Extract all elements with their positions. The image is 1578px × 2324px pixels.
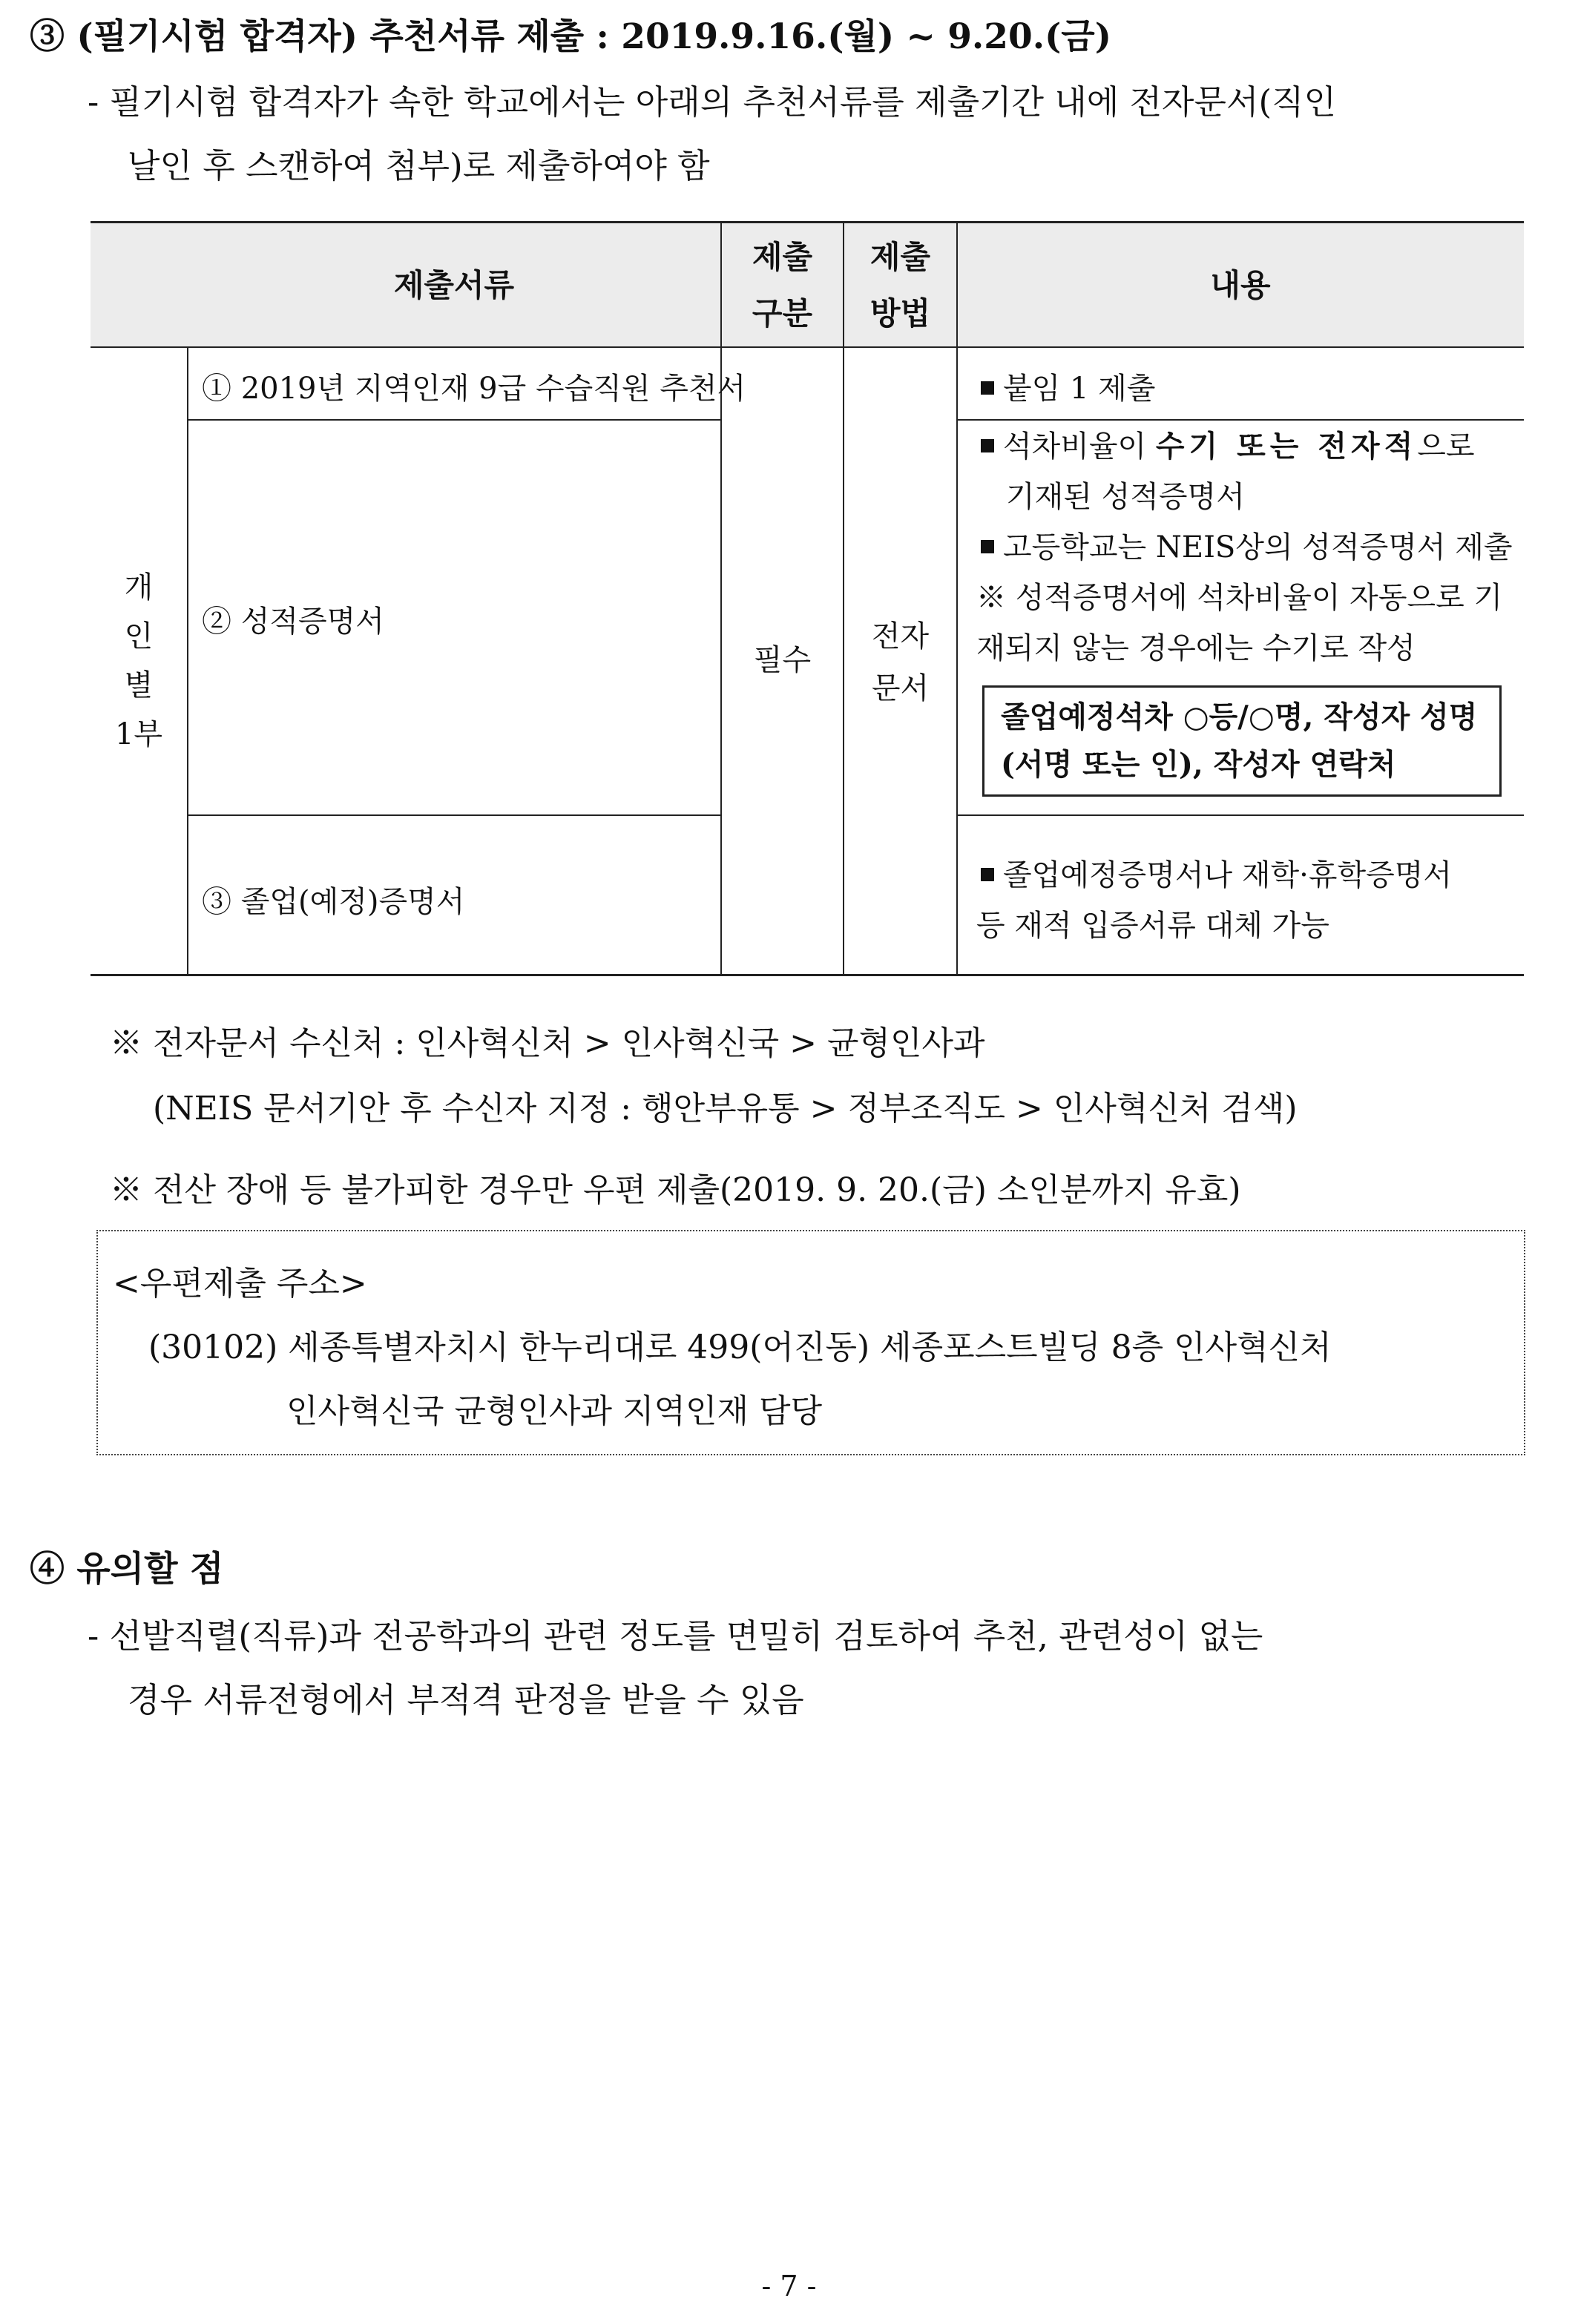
square-bullet-icon	[981, 381, 994, 395]
postal-box-title: <우편제출 주소>	[113, 1265, 367, 1303]
postal-box-line2: 인사혁신국 균형인사과 지역인재 담당	[286, 1392, 823, 1430]
table-header-border	[91, 346, 1524, 348]
header-category-line1: 제출	[752, 239, 813, 275]
row1-content: 붙임 1 제출	[981, 365, 1155, 407]
method-value-line2: 문서	[871, 671, 930, 705]
section-4-line1: - 선발직렬(직류)과 전공학과의 관련 정도를 면밀히 검토하여 추천, 관련성이 없는	[88, 1616, 1263, 1656]
group-label-3: 별	[124, 668, 154, 702]
row3-content-line2: 등 재적 입증서류 대체 가능	[976, 909, 1329, 943]
group-label-1: 개	[124, 570, 154, 605]
page-number: - 7 -	[761, 2270, 817, 2302]
header-documents: 제출서류	[393, 267, 515, 303]
row2-document: ② 성적증명서	[202, 605, 384, 639]
header-method-line2: 방법	[869, 295, 931, 332]
group-label-2: 인	[124, 619, 154, 654]
row1-document: ① 2019년 지역인재 9급 수습직원 추천서	[202, 372, 746, 406]
section-4-heading	[30, 1541, 223, 1591]
section-4-title: 유의할 점	[76, 1549, 224, 1590]
section-3-intro-line2: 날인 후 스캔하여 첨부)로 제출하여야 함	[128, 146, 710, 185]
square-bullet-icon	[981, 540, 994, 553]
row1-divider-right	[957, 419, 1524, 421]
section-4-line2: 경우 서류전형에서 부적격 판정을 받을 수 있음	[128, 1680, 804, 1719]
row2-divider-right	[957, 814, 1524, 816]
section-3-number: ③	[30, 16, 65, 57]
row1-divider-left	[187, 419, 721, 421]
header-method-line1: 제출	[869, 239, 931, 275]
table-top-border	[91, 221, 1524, 223]
section-3-heading	[30, 9, 1111, 59]
row2-content-line1: 석차비율이 수기 또는 전자적으로	[981, 423, 1475, 465]
row2-content-line2: 기재된 성적증명서	[1006, 480, 1245, 514]
row2-content-line4: ※ 성적증명서에 석차비율이 자동으로 기	[976, 581, 1503, 615]
row2-box-line1: 졸업예정석차 ○등/○명, 작성자 성명	[1001, 699, 1478, 734]
section-3-title: (필기시험 합격자) 추천서류 제출 : 2019.9.16.(월) ~ 9.20.(금)	[76, 16, 1111, 57]
header-category-line2: 구분	[752, 295, 813, 332]
section-3-intro-line1: - 필기시험 합격자가 속한 학교에서는 아래의 추천서류를 제출기간 내에 전자문서(직인	[88, 82, 1336, 122]
row3-content-line1: 졸업예정증명서나 재학·휴학증명서	[981, 852, 1452, 894]
note-neis: (NEIS 문서기안 후 수신자 지정 : 행안부유통 > 정부조직도 > 인사혁신처 검색)	[153, 1090, 1298, 1128]
square-bullet-icon	[981, 439, 994, 452]
row2-divider-left	[187, 814, 721, 816]
group-label-4: 1부	[114, 717, 163, 751]
section-4-number: ④	[30, 1549, 65, 1590]
row2-content-line5: 재되지 않는 경우에는 수기로 작성	[976, 631, 1416, 665]
method-value-line1: 전자	[871, 619, 930, 654]
postal-box-line1: (30102) 세종특별자치시 한누리대로 499(어진동) 세종포스트빌딩 8층 인사혁신처	[148, 1329, 1332, 1366]
note-recipient: ※ 전자문서 수신처 : 인사혁신처 > 인사혁신국 > 균형인사과	[110, 1024, 985, 1062]
note-postal-exception: ※ 전산 장애 등 불가피한 경우만 우편 제출(2019. 9. 20.(금) 소인분까지 유효)	[110, 1171, 1241, 1209]
col-divider-group	[187, 346, 188, 975]
table-bottom-border	[91, 974, 1524, 976]
row2-format-box	[982, 685, 1502, 797]
row2-box-line2: (서명 또는 인), 작성자 연락처	[1001, 747, 1396, 782]
header-content: 내용	[1210, 267, 1271, 303]
row3-document: ③ 졸업(예정)증명서	[202, 885, 465, 919]
category-value: 필수	[753, 643, 812, 677]
row2-content-line3: 고등학교는 NEIS상의 성적증명서 제출	[981, 524, 1513, 566]
square-bullet-icon	[981, 868, 994, 881]
